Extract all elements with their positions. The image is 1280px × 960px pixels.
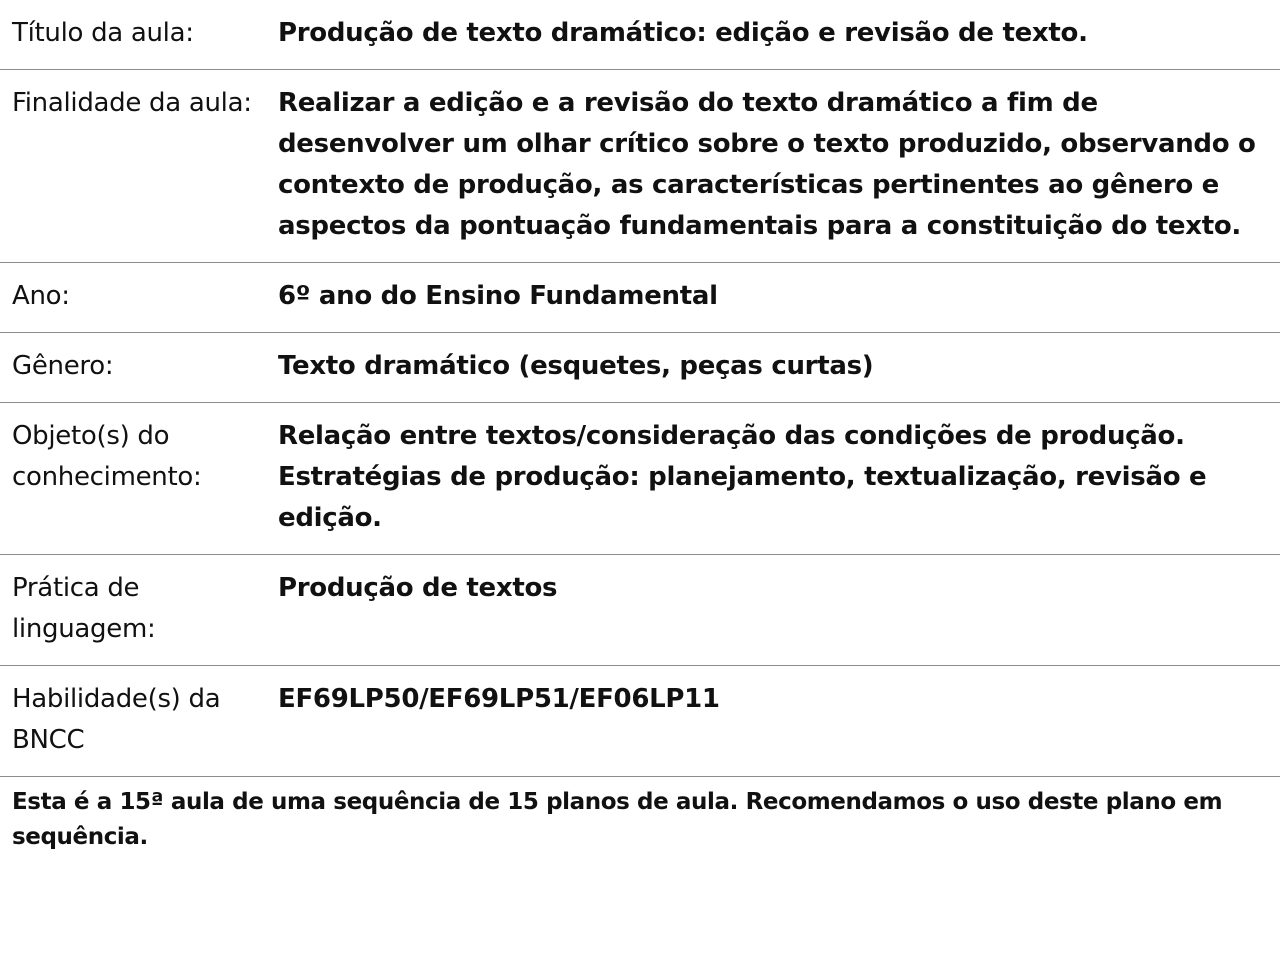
- row-lesson-purpose: [0, 70, 1280, 263]
- row-lesson-title: [0, 0, 1280, 70]
- language-practice-label: Prática de linguagem:: [0, 555, 278, 666]
- lesson-purpose-label: Finalidade da aula:: [0, 70, 278, 263]
- row-bncc-skills: [0, 666, 1280, 777]
- language-practice-value: Produção de textos: [278, 555, 1280, 666]
- knowledge-object-line: Estratégias de produção: planejamento, textualização, revisão e edição.: [278, 462, 1207, 533]
- knowledge-objects-label: Objeto(s) do conhecimento:: [0, 403, 278, 555]
- knowledge-object-line: Relação entre textos/consideração das condições de produção.: [278, 421, 1185, 451]
- lesson-title-value: Produção de texto dramático: edição e revisão de texto.: [278, 0, 1280, 70]
- genre-value: Texto dramático (esquetes, peças curtas): [278, 333, 1280, 403]
- school-year-value: 6º ano do Ensino Fundamental: [278, 263, 1280, 333]
- row-genre: [0, 333, 1280, 403]
- row-language-practice: [0, 555, 1280, 666]
- school-year-label: Ano:: [0, 263, 278, 333]
- row-school-year: [0, 263, 1280, 333]
- lesson-purpose-value: Realizar a edição e a revisão do texto dramático a fim de desenvolver um olhar crítico sobre o texto produzido, observando o contexto de produção, as características pertinentes ao gênero e aspectos da pontuação fundamentais para a constituição do texto.: [278, 70, 1280, 263]
- genre-label: Gênero:: [0, 333, 278, 403]
- lesson-title-label: Título da aula:: [0, 0, 278, 70]
- sequence-note: Esta é a 15ª aula de uma sequência de 15 planos de aula. Recomendamos o uso deste plano em sequência.: [12, 789, 1223, 850]
- bncc-skills-value: EF69LP50/EF69LP51/EF06LP11: [278, 666, 1280, 777]
- knowledge-objects-value: [278, 403, 1280, 555]
- row-knowledge-objects: [0, 403, 1280, 555]
- bncc-skills-label: Habilidade(s) da BNCC: [0, 666, 278, 777]
